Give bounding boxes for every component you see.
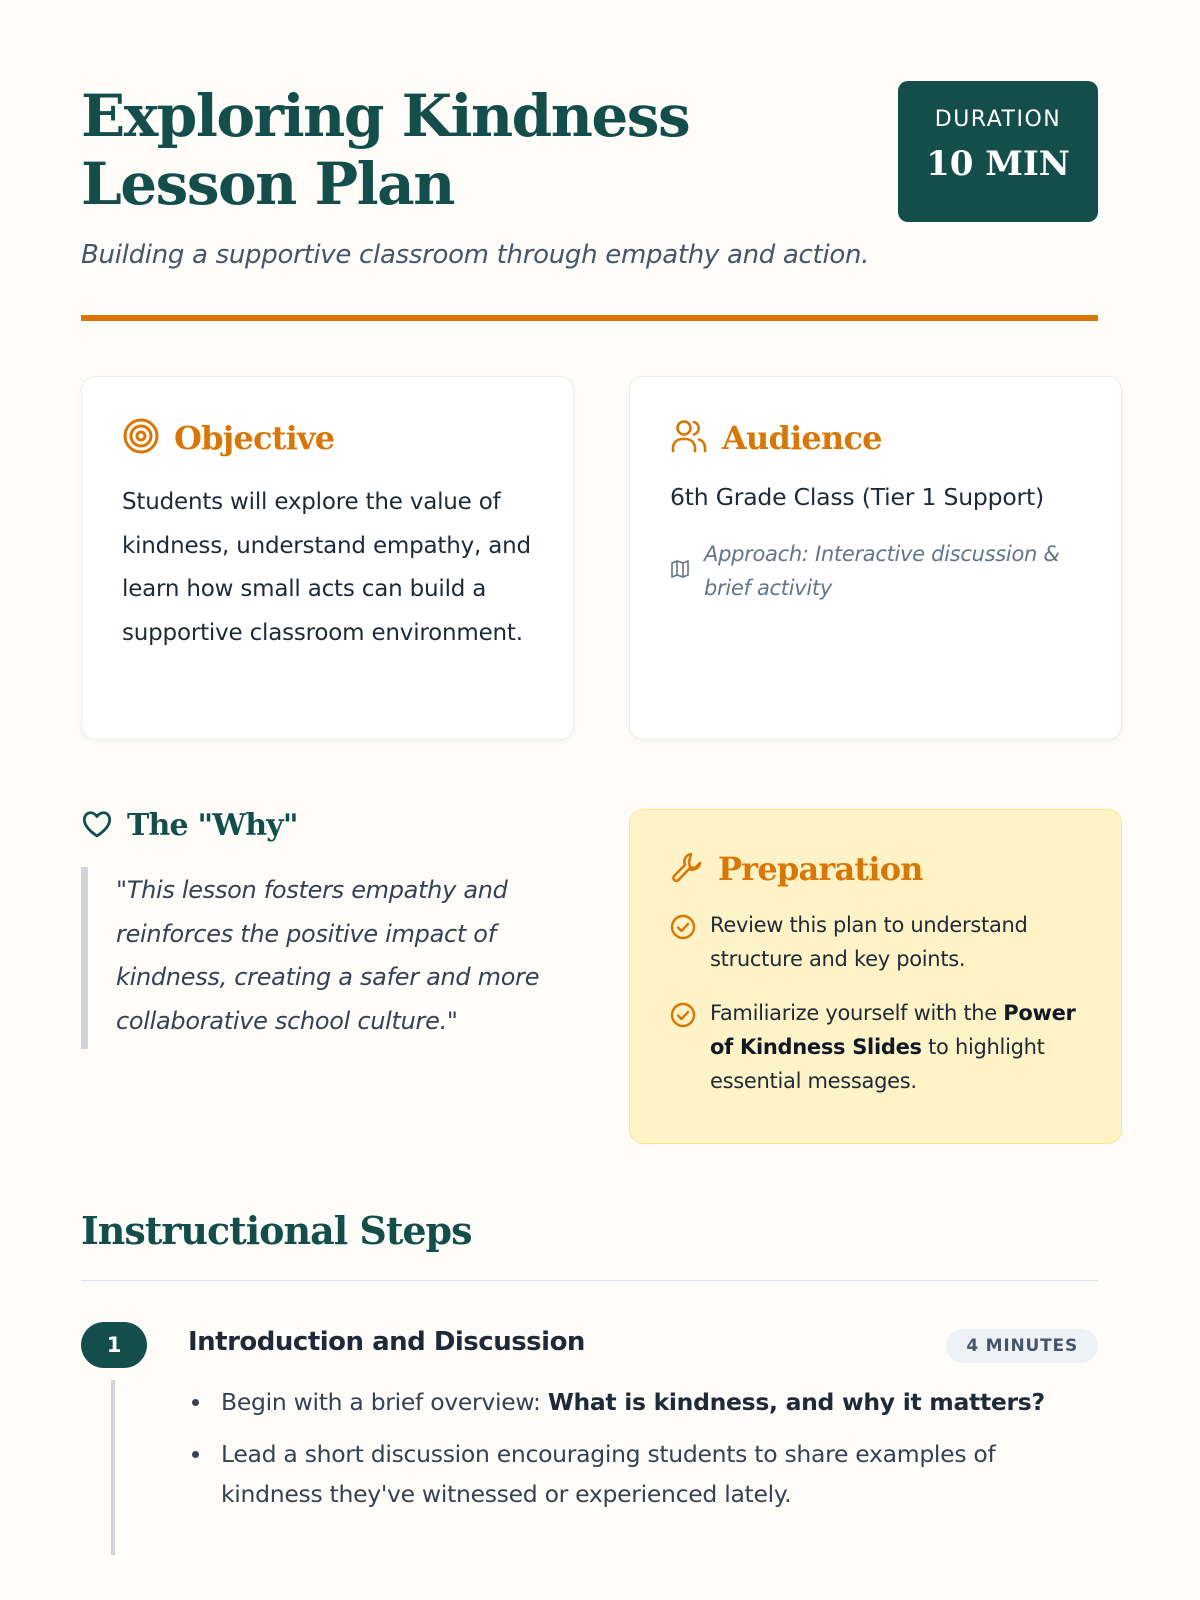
target-icon xyxy=(122,417,160,459)
preparation-item-text-start: Familiarize yourself with the xyxy=(710,1001,1004,1025)
preparation-item xyxy=(670,996,1083,1098)
preparation-list xyxy=(670,908,1083,1098)
audience-card xyxy=(629,376,1122,740)
preparation-item-text xyxy=(710,996,1083,1098)
header-divider xyxy=(81,315,1098,321)
preparation-heading-label: Preparation xyxy=(718,850,923,888)
duration-value: 10 MIN xyxy=(926,144,1070,184)
step-duration-badge: 4 MINUTES xyxy=(946,1329,1098,1363)
objective-text: Students will explore the value of kindness, understand empathy, and learn how small acts can build a supportive classroom environment. xyxy=(122,489,531,646)
page-subtitle: Building a supportive classroom through empathy and action. xyxy=(81,240,870,270)
steps-heading: Instructional Steps xyxy=(81,1208,472,1253)
objective-heading-label: Objective xyxy=(174,419,335,457)
check-circle-icon xyxy=(670,908,696,944)
check-circle-icon xyxy=(670,996,696,1032)
step-bullet: Lead a short discussion encouraging students to share examples of kindness they've witnessed or experienced lately. xyxy=(188,1434,1068,1514)
slides-name: Power of Kindness Slides xyxy=(710,1001,1076,1059)
wrench-icon xyxy=(670,850,704,888)
step-title: Introduction and Discussion xyxy=(188,1327,585,1357)
heart-icon xyxy=(81,809,113,843)
objective-heading xyxy=(122,417,533,459)
step-bullet xyxy=(188,1382,1068,1422)
why-heading-label: The "Why" xyxy=(127,808,298,843)
step-bullet-text-start: Begin with a brief overview: xyxy=(221,1388,548,1416)
why-quote: "This lesson fosters empathy and reinforces the positive impact of kindness, creating a safer and more collaborative school culture." xyxy=(81,867,581,1049)
approach-text: Approach: Interactive discussion & brief activity xyxy=(704,542,1060,600)
preparation-heading xyxy=(670,850,1083,888)
step-number-badge: 1 xyxy=(81,1322,147,1368)
page-title: Exploring Kindness Lesson Plan xyxy=(81,82,690,218)
map-icon xyxy=(670,559,690,583)
preparation-card xyxy=(629,809,1122,1144)
step-bullet-question: What is kindness, and why it matters? xyxy=(547,1388,1045,1416)
why-section xyxy=(81,808,581,1049)
audience-heading-label: Audience xyxy=(722,419,882,457)
audience-group: 6th Grade Class (Tier 1 Support) xyxy=(670,483,1044,511)
approach-note xyxy=(670,537,1081,605)
step-timeline-line xyxy=(111,1380,115,1555)
step-bullet-list xyxy=(188,1382,1068,1526)
users-icon xyxy=(670,417,708,459)
why-heading xyxy=(81,808,581,843)
preparation-item-text-end: to highlight essential messages. xyxy=(710,1035,1045,1093)
page-header xyxy=(81,0,1098,270)
preparation-item-text: Review this plan to understand structure and key points. xyxy=(710,913,1028,971)
duration-badge xyxy=(898,81,1098,222)
objective-card xyxy=(81,376,574,740)
audience-heading xyxy=(670,417,1081,459)
steps-divider xyxy=(81,1280,1098,1281)
duration-label: DURATION xyxy=(934,107,1062,132)
preparation-item xyxy=(670,908,1083,976)
